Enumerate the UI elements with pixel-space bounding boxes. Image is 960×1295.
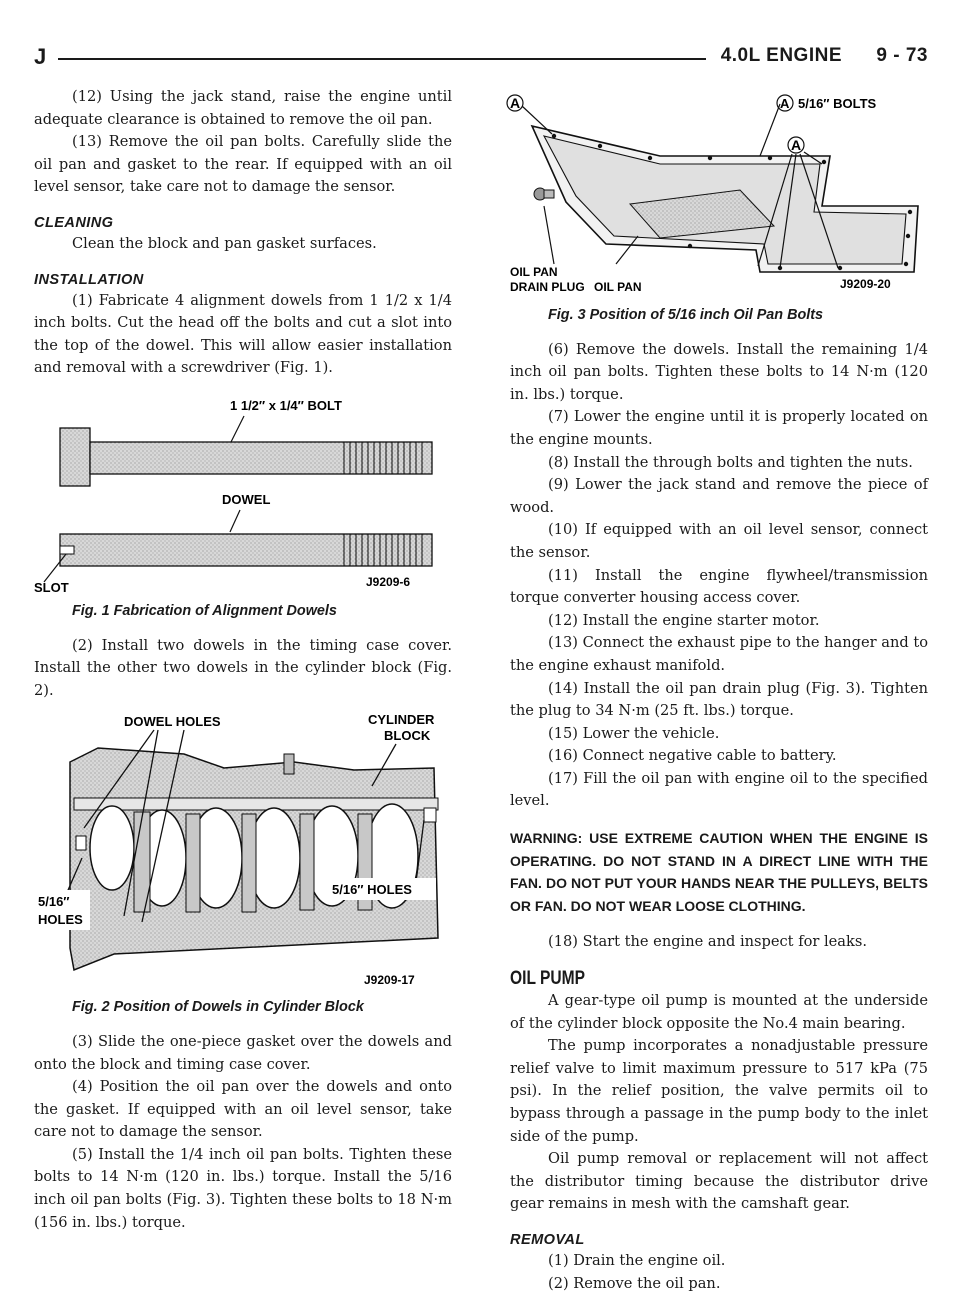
fig1-slot-label: SLOT bbox=[34, 579, 69, 595]
install-step-5-paragraph: (5) Install the 1/4 inch oil pan bolts. Tighten these bolts to 14 N·m (120 in. lbs.) torque. Install the 5/16 inch oil pan bolts (Fig. 3). Tighten these bolts to 18 N·m (156 in. lbs.) torque. bbox=[34, 1145, 452, 1231]
dowel-shape bbox=[60, 534, 432, 566]
install-step-3-paragraph: (3) Slide the one-piece gasket over the dowels and onto the block and timing case cover. bbox=[34, 1032, 452, 1073]
step-12-paragraph: (12) Using the jack stand, raise the engine until adequate clearance is obtained to remove the oil pan. bbox=[34, 88, 452, 128]
install-step-10-paragraph: (10) If equipped with an oil level sensor, connect the sensor. bbox=[510, 521, 928, 561]
fig3-a-label-right: A bbox=[791, 137, 802, 153]
fig2-holes-label-a: HOLES bbox=[38, 912, 83, 928]
fig3-bolts-label: 5/16″ BOLTS bbox=[798, 96, 877, 111]
install-step-13-paragraph: (13) Connect the exhaust pipe to the hanger and to the engine exhaust manifold. bbox=[510, 634, 928, 674]
install-step-14-paragraph: (14) Install the oil pan drain plug (Fig. 3). Tighten the plug to 34 N·m (25 ft. lbs.) torque. bbox=[510, 679, 928, 720]
fig3-a-label-legend: A bbox=[780, 96, 790, 111]
removal-step-2-paragraph: (2) Remove the oil pan. bbox=[548, 1274, 721, 1292]
install-step-1-paragraph: (1) Fabricate 4 alignment dowels from 1 1/2 x 1/4 inch bolts. Cut the head off the bolts and cut a slot into the top of the dowel. This will allow easier installation and removal with a screwdriver (Fig. 1). bbox=[34, 291, 452, 377]
install-step-9-paragraph: (9) Lower the jack stand and remove the piece of wood. bbox=[510, 476, 928, 516]
install-step-11-paragraph: (11) Install the engine flywheel/transmission torque converter housing access cover. bbox=[510, 566, 928, 607]
install-step-17-paragraph: (17) Fill the oil pan with engine oil to the specified level. bbox=[510, 769, 928, 810]
install-step-12-paragraph: (12) Install the engine starter motor. bbox=[548, 611, 820, 629]
manual-letter: J bbox=[34, 44, 47, 69]
fig3-drain-plug-label-2: DRAIN PLUG bbox=[510, 280, 585, 294]
fig2-516-holes-label-b: 5/16″ HOLES bbox=[332, 882, 412, 898]
oil-pump-paragraph-2: The pump incorporates a nonadjustable pressure relief valve to limit maximum pressure to 517 kPa (75 psi). In the relief position, the valve permits oil to bypass through a passage in the pump body to the inlet side of the pump. bbox=[510, 1037, 928, 1145]
fig2-dowel-holes-label: DOWEL HOLES bbox=[124, 714, 221, 730]
header-rule bbox=[58, 58, 706, 60]
install-step-8-paragraph: (8) Install the through bolts and tighten the nuts. bbox=[548, 453, 913, 471]
install-step-7-paragraph: (7) Lower the engine until it is properly located on the engine mounts. bbox=[510, 408, 928, 448]
page-number: 9 - 73 bbox=[876, 45, 928, 66]
cleaning-paragraph: Clean the block and pan gasket surfaces. bbox=[72, 234, 377, 252]
fig1-bolt-label: 1 1/2″ x 1/4″ BOLT bbox=[230, 397, 342, 413]
install-step-4-paragraph: (4) Position the oil pan over the dowels and onto the gasket. If equipped with an oil level sensor, take care not to damage the sensor. bbox=[34, 1078, 452, 1141]
oil-pump-paragraph-3: Oil pump removal or replacement will not affect the distributor timing because the distributor drive gear remains in mesh with the camshaft gear. bbox=[510, 1150, 928, 1213]
installation-heading: INSTALLATION bbox=[34, 271, 144, 288]
warning-block: WARNING: USE EXTREME CAUTION WHEN THE ENGINE IS OPERATING. DO NOT STAND IN A DIRECT LINE WITH THE FAN. DO NOT PUT YOUR HANDS NEAR THE PULLEYS, BELTS OR FAN. DO NOT WEAR LOOSE CLOTHING. bbox=[510, 830, 928, 914]
right-column bbox=[510, 86, 928, 1295]
drain-plug-shape bbox=[534, 188, 554, 200]
fig3-drain-plug-label-1: OIL PAN bbox=[510, 265, 558, 279]
fig2-cylinder-label: CYLINDER bbox=[368, 712, 435, 728]
bolt-shape bbox=[60, 428, 432, 486]
step-13-paragraph: (13) Remove the oil pan bolts. Carefully slide the oil pan and gasket to the rear. If equipped with an oil level sensor, take care not to damage the sensor. bbox=[34, 133, 452, 196]
page-header bbox=[34, 44, 928, 74]
fig3-oil-pan-label: OIL PAN bbox=[594, 280, 642, 294]
fig3-code: J9209-20 bbox=[840, 277, 891, 291]
install-step-2-paragraph: (2) Install two dowels in the timing case cover. Install the other two dowels in the cylinder block (Fig. 2). bbox=[34, 636, 452, 699]
install-step-15-paragraph: (15) Lower the vehicle. bbox=[548, 724, 720, 742]
fig3-a-label-left: A bbox=[510, 95, 521, 111]
fig1-caption: Fig. 1 Fabrication of Alignment Dowels bbox=[72, 602, 337, 619]
left-column bbox=[34, 86, 452, 1234]
fig1-dowel-illustration bbox=[34, 386, 452, 596]
section-title: 4.0L ENGINE bbox=[720, 45, 842, 66]
cleaning-heading: CLEANING bbox=[34, 214, 114, 231]
oil-pan-shape bbox=[532, 126, 918, 272]
fig1-dowel-label: DOWEL bbox=[222, 491, 271, 507]
fig2-cylinder-block-illustration bbox=[34, 708, 452, 992]
oil-pump-paragraph-1: A gear-type oil pump is mounted at the underside of the cylinder block opposite the No.4 main bearing. bbox=[510, 992, 928, 1032]
fig2-block-label: BLOCK bbox=[384, 728, 431, 744]
fig1-code: J9209-6 bbox=[366, 574, 411, 589]
fig2-caption: Fig. 2 Position of Dowels in Cylinder Block bbox=[72, 999, 364, 1016]
install-step-16-paragraph: (16) Connect negative cable to battery. bbox=[548, 747, 837, 765]
fig2-516-label-a: 5/16″ bbox=[38, 894, 70, 910]
removal-heading: REMOVAL bbox=[510, 1231, 585, 1248]
removal-step-1-paragraph: (1) Drain the engine oil. bbox=[548, 1251, 726, 1269]
install-step-18-paragraph: (18) Start the engine and inspect for leaks. bbox=[548, 933, 867, 951]
fig3-caption: Fig. 3 Position of 5/16 inch Oil Pan Bolts bbox=[548, 307, 824, 323]
fig2-code: J9209-17 bbox=[364, 973, 415, 988]
install-step-6-paragraph: (6) Remove the dowels. Install the remaining 1/4 inch oil pan bolts. Tighten these bolts to 14 N·m (120 in. lbs.) torque. bbox=[510, 340, 928, 403]
cylinder-block-shape bbox=[70, 748, 438, 970]
fig3-oil-pan-illustration bbox=[510, 86, 928, 300]
oil-pump-heading: OIL PUMP bbox=[510, 968, 586, 990]
